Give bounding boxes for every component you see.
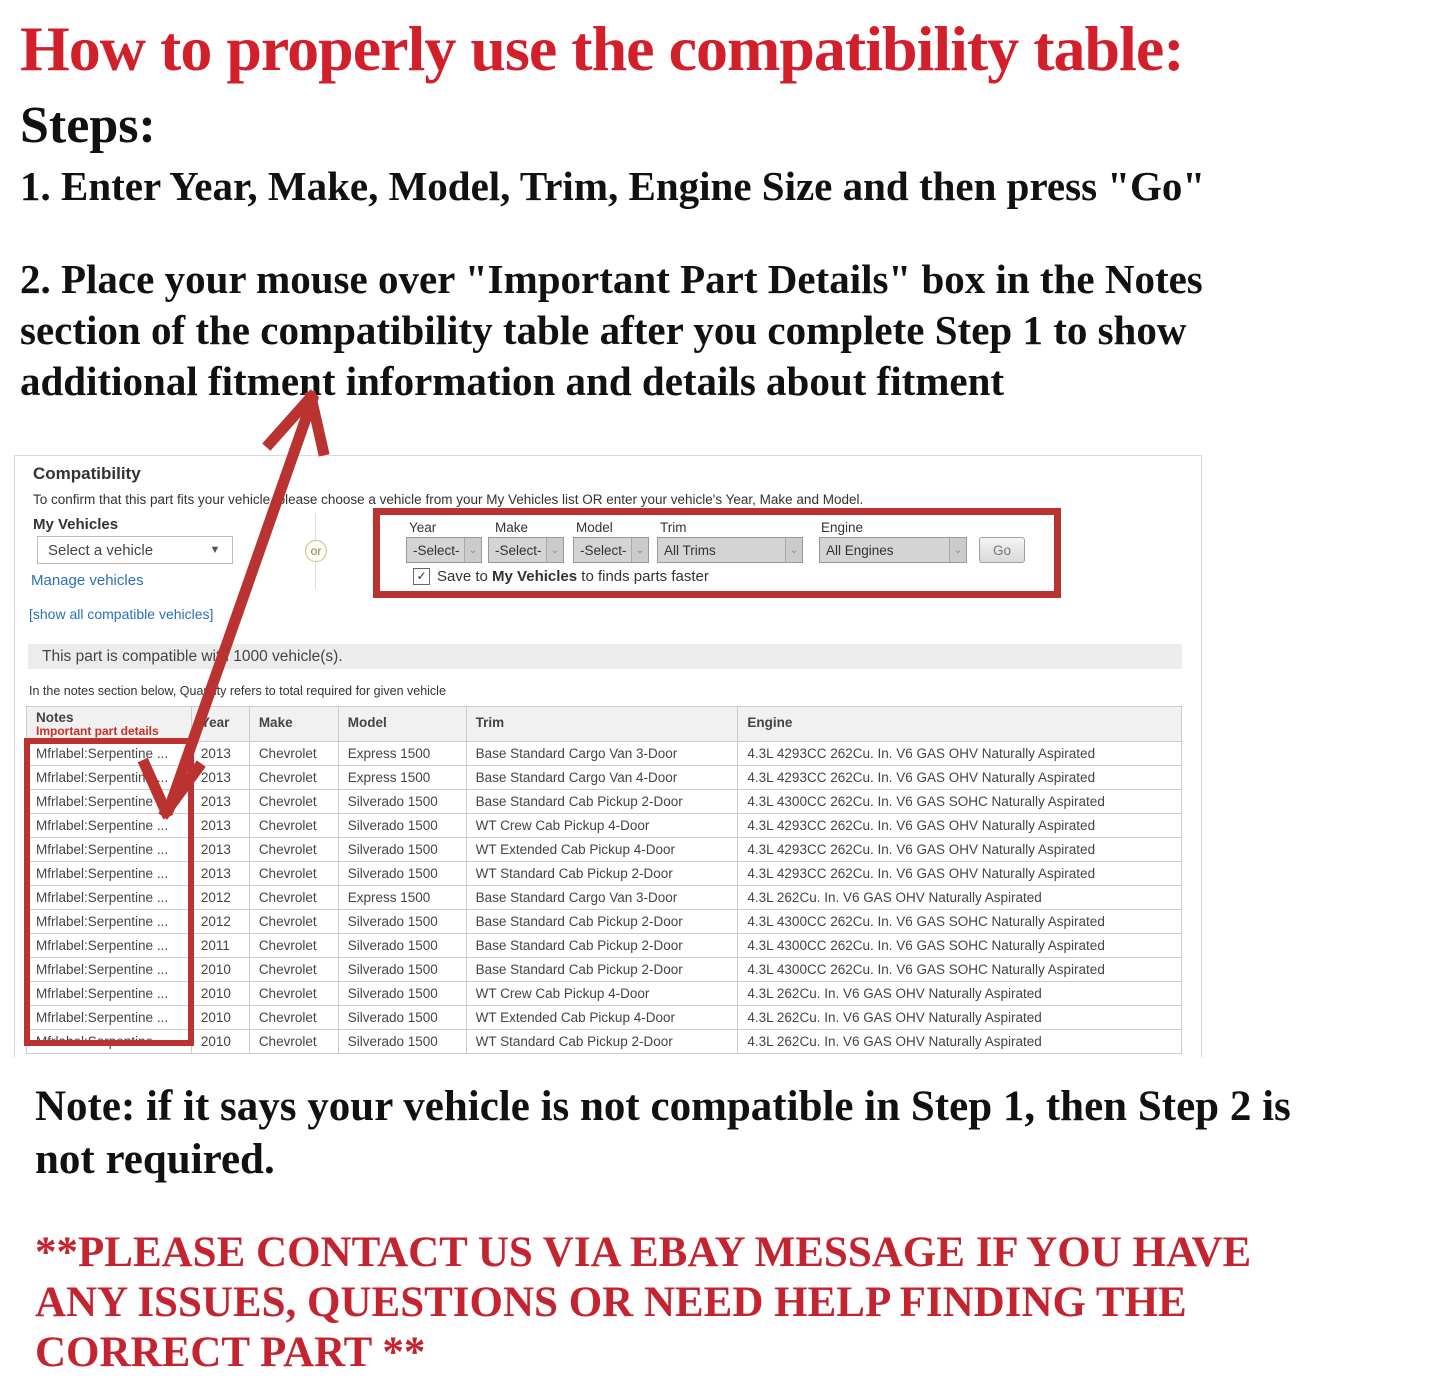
table-row: [27, 910, 1182, 934]
cell-model: Express 1500: [339, 766, 467, 790]
header-notes: [27, 707, 192, 742]
chevron-down-icon: ⌄: [949, 538, 966, 562]
engine-label: Engine: [821, 520, 864, 535]
cell-year: 2012: [192, 886, 250, 910]
cell-engine: 4.3L 262Cu. In. V6 GAS OHV Naturally Aspirated: [738, 982, 1182, 1006]
cell-notes: Mfrlabel:Serpentine ...: [27, 910, 192, 934]
year-select-value: -Select-: [413, 542, 460, 558]
cell-year: 2013: [192, 742, 250, 766]
cell-year: 2010: [192, 982, 250, 1006]
cell-engine: 4.3L 4293CC 262Cu. In. V6 GAS OHV Naturally Aspirated: [738, 838, 1182, 862]
step-2-line-1: 2. Place your mouse over "Important Part Details" box in the Notes: [20, 256, 1203, 302]
cell-model: Express 1500: [339, 742, 467, 766]
note-line-2: not required.: [35, 1136, 275, 1183]
cell-year: 2013: [192, 862, 250, 886]
important-part-details-label[interactable]: Important part details: [36, 724, 159, 738]
trim-select[interactable]: [657, 537, 803, 563]
table-row: [27, 742, 1182, 766]
cell-engine: 4.3L 4293CC 262Cu. In. V6 GAS OHV Naturally Aspirated: [738, 766, 1182, 790]
cell-year: 2013: [192, 838, 250, 862]
chevron-down-icon: ⌄: [785, 538, 802, 562]
cell-engine: 4.3L 4293CC 262Cu. In. V6 GAS OHV Naturally Aspirated: [738, 814, 1182, 838]
contact-line-2: ANY ISSUES, QUESTIONS OR NEED HELP FINDING THE: [35, 1279, 1187, 1326]
cell-engine: 4.3L 4300CC 262Cu. In. V6 GAS SOHC Naturally Aspirated: [738, 910, 1182, 934]
cell-trim: WT Standard Cab Pickup 2-Door: [467, 1030, 739, 1054]
cell-make: Chevrolet: [250, 934, 339, 958]
chevron-down-icon: ⌄: [546, 538, 563, 562]
compatibility-widget: [14, 455, 1202, 1057]
table-row: [27, 790, 1182, 814]
show-all-compatible-vehicles-link[interactable]: [show all compatible vehicles]: [29, 606, 214, 622]
cell-engine: 4.3L 4300CC 262Cu. In. V6 GAS SOHC Naturally Aspirated: [738, 790, 1182, 814]
cell-notes: Mfrlabel:Serpentine ...: [27, 1006, 192, 1030]
note-text: [35, 1080, 1291, 1186]
table-row: [27, 1006, 1182, 1030]
cell-make: Chevrolet: [250, 814, 339, 838]
save-to-my-vehicles-row: [413, 568, 709, 585]
steps-heading: Steps:: [20, 97, 156, 154]
model-select-value: -Select-: [580, 542, 627, 558]
cell-make: Chevrolet: [250, 1006, 339, 1030]
cell-model: Silverado 1500: [339, 934, 467, 958]
table-row: [27, 982, 1182, 1006]
table-row: [27, 934, 1182, 958]
cell-make: Chevrolet: [250, 862, 339, 886]
header-trim: Trim: [467, 707, 739, 742]
cell-year: 2013: [192, 814, 250, 838]
step-2-line-3: additional fitment information and details about fitment: [20, 358, 1005, 404]
cell-make: Chevrolet: [250, 910, 339, 934]
cell-engine: 4.3L 4300CC 262Cu. In. V6 GAS SOHC Naturally Aspirated: [738, 958, 1182, 982]
go-button[interactable]: Go: [979, 537, 1025, 563]
header-engine: Engine: [738, 707, 1182, 742]
make-label: Make: [495, 520, 529, 535]
cell-engine: 4.3L 4300CC 262Cu. In. V6 GAS SOHC Naturally Aspirated: [738, 934, 1182, 958]
engine-select-value: All Engines: [826, 542, 894, 558]
cell-trim: Base Standard Cab Pickup 2-Door: [467, 790, 739, 814]
cell-engine: 4.3L 262Cu. In. V6 GAS OHV Naturally Aspirated: [738, 1030, 1182, 1054]
cell-trim: WT Crew Cab Pickup 4-Door: [467, 814, 739, 838]
contact-line-3: CORRECT PART **: [35, 1329, 426, 1376]
cell-trim: Base Standard Cargo Van 3-Door: [467, 742, 739, 766]
cell-trim: Base Standard Cargo Van 3-Door: [467, 886, 739, 910]
compatibility-description: To confirm that this part fits your vehicle, please choose a vehicle from your My Vehicles list OR enter your vehicle's Year, Make and Model.: [33, 492, 864, 507]
or-badge: or: [305, 540, 327, 562]
cell-year: 2013: [192, 790, 250, 814]
cell-make: Chevrolet: [250, 958, 339, 982]
cell-trim: Base Standard Cab Pickup 2-Door: [467, 958, 739, 982]
cell-model: Silverado 1500: [339, 862, 467, 886]
cell-model: Silverado 1500: [339, 982, 467, 1006]
cell-notes: Mfrlabel:Serpentine ...: [27, 886, 192, 910]
cell-notes: Mfrlabel:Serpentine ...: [27, 838, 192, 862]
note-line-1: Note: if it says your vehicle is not compatible in Step 1, then Step 2 is: [35, 1083, 1291, 1130]
cell-year: 2012: [192, 910, 250, 934]
page-title: How to properly use the compatibility table:: [20, 13, 1184, 84]
model-label: Model: [576, 520, 613, 535]
cell-engine: 4.3L 262Cu. In. V6 GAS OHV Naturally Aspirated: [738, 1006, 1182, 1030]
vehicle-select-dropdown[interactable]: [37, 536, 233, 564]
cell-year: 2013: [192, 766, 250, 790]
manage-vehicles-link[interactable]: Manage vehicles: [31, 572, 144, 589]
cell-make: Chevrolet: [250, 886, 339, 910]
cell-engine: 4.3L 262Cu. In. V6 GAS OHV Naturally Aspirated: [738, 886, 1182, 910]
compatibility-title: Compatibility: [33, 464, 141, 483]
cell-model: Silverado 1500: [339, 838, 467, 862]
cell-make: Chevrolet: [250, 1030, 339, 1054]
compatibility-table: [26, 706, 1182, 1054]
table-row: [27, 958, 1182, 982]
cell-notes: Mfrlabel:Serpentine ...: [27, 934, 192, 958]
cell-trim: WT Extended Cab Pickup 4-Door: [467, 1006, 739, 1030]
cell-trim: Base Standard Cargo Van 4-Door: [467, 766, 739, 790]
step-2-line-2: section of the compatibility table after you complete Step 1 to show: [20, 307, 1187, 353]
cell-year: 2011: [192, 934, 250, 958]
cell-notes: Mfrlabel:Serpentine ...: [27, 814, 192, 838]
trim-select-value: All Trims: [664, 542, 716, 558]
save-label-suffix: to finds parts faster: [577, 568, 709, 585]
trim-label: Trim: [660, 520, 687, 535]
vehicle-select-value: Select a vehicle: [48, 541, 154, 559]
table-row: [27, 814, 1182, 838]
cell-make: Chevrolet: [250, 790, 339, 814]
chevron-down-icon: ⌄: [464, 538, 481, 562]
contact-text: [35, 1228, 1251, 1378]
contact-line-1: **PLEASE CONTACT US VIA EBAY MESSAGE IF YOU HAVE: [35, 1229, 1252, 1276]
header-make: Make: [250, 707, 339, 742]
cell-year: 2010: [192, 1006, 250, 1030]
step-2-text: [20, 254, 1203, 407]
cell-notes: Mfrlabel:Serpentine ...: [27, 958, 192, 982]
cell-model: Silverado 1500: [339, 814, 467, 838]
cell-trim: Base Standard Cab Pickup 2-Door: [467, 934, 739, 958]
chevron-down-icon: ▼: [209, 544, 221, 556]
notes-header-label: Notes: [36, 710, 74, 725]
table-header-row: [27, 707, 1182, 742]
cell-model: Silverado 1500: [339, 910, 467, 934]
year-select[interactable]: [406, 537, 482, 563]
engine-select[interactable]: [819, 537, 967, 563]
cell-notes: Mfrlabel:Serpentine: [27, 1030, 192, 1054]
year-label: Year: [409, 520, 437, 535]
make-select[interactable]: [488, 537, 564, 563]
cell-notes: Mfrlabel:Serpentine ...: [27, 982, 192, 1006]
cell-trim: WT Crew Cab Pickup 4-Door: [467, 982, 739, 1006]
cell-notes: Mfrlabel:Serpentine ...: [27, 790, 192, 814]
table-row: [27, 766, 1182, 790]
cell-make: Chevrolet: [250, 742, 339, 766]
cell-model: Silverado 1500: [339, 1030, 467, 1054]
cell-trim: WT Standard Cab Pickup 2-Door: [467, 862, 739, 886]
cell-notes: Mfrlabel:Serpentine ...: [27, 862, 192, 886]
cell-year: 2010: [192, 958, 250, 982]
cell-engine: 4.3L 4293CC 262Cu. In. V6 GAS OHV Naturally Aspirated: [738, 862, 1182, 886]
cell-model: Silverado 1500: [339, 958, 467, 982]
chevron-down-icon: ⌄: [631, 538, 648, 562]
cell-notes: Mfrlabel:Serpentine ...: [27, 742, 192, 766]
table-row: [27, 838, 1182, 862]
model-select[interactable]: [573, 537, 649, 563]
table-row: [27, 1030, 1182, 1054]
cell-make: Chevrolet: [250, 766, 339, 790]
my-vehicles-label: My Vehicles: [33, 516, 119, 533]
header-year: Year: [192, 707, 250, 742]
cell-engine: 4.3L 4293CC 262Cu. In. V6 GAS OHV Naturally Aspirated: [738, 742, 1182, 766]
cell-trim: WT Extended Cab Pickup 4-Door: [467, 838, 739, 862]
table-row: [27, 862, 1182, 886]
cell-model: Silverado 1500: [339, 790, 467, 814]
compat-table-body: [27, 742, 1182, 1054]
cell-model: Silverado 1500: [339, 1006, 467, 1030]
cell-trim: Base Standard Cab Pickup 2-Door: [467, 910, 739, 934]
compatible-count-banner: This part is compatible with 1000 vehicle(s).: [28, 644, 1182, 669]
save-checkbox[interactable]: ✓: [413, 568, 430, 585]
make-select-value: -Select-: [495, 542, 542, 558]
cell-model: Express 1500: [339, 886, 467, 910]
cell-make: Chevrolet: [250, 982, 339, 1006]
table-row: [27, 886, 1182, 910]
save-label-bold: My Vehicles: [492, 568, 578, 585]
header-model: Model: [339, 707, 467, 742]
notes-hint-text: In the notes section below, Quantity refers to total required for given vehicle: [29, 684, 446, 698]
cell-make: Chevrolet: [250, 838, 339, 862]
save-label-prefix: Save to: [437, 568, 493, 585]
cell-notes: Mfrlabel:Serpentine ...: [27, 766, 192, 790]
cell-year: 2010: [192, 1030, 250, 1054]
step-1-text: 1. Enter Year, Make, Model, Trim, Engine Size and then press "Go": [20, 163, 1206, 209]
